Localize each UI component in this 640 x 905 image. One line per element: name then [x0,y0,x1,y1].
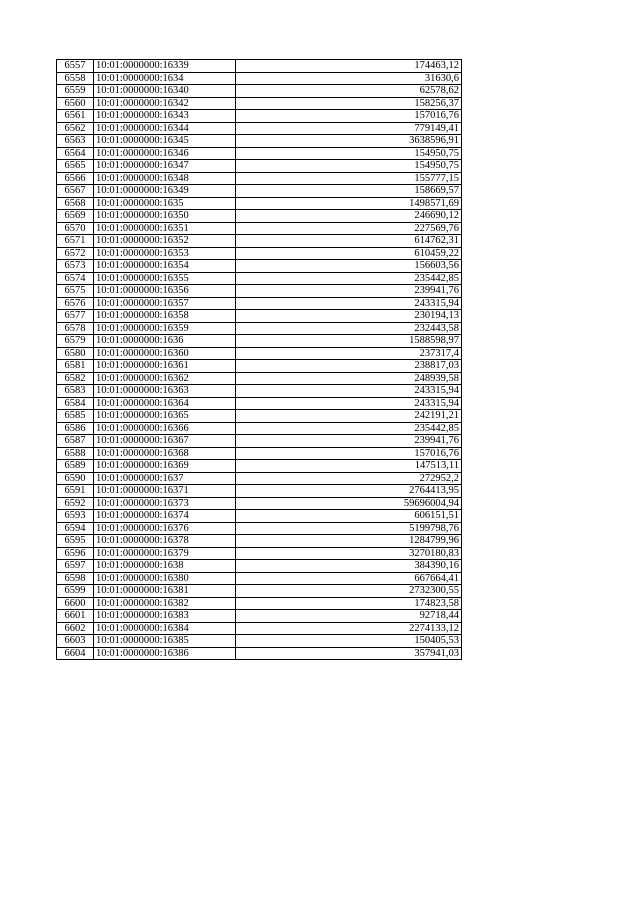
value-cell: 243315,94 [236,397,462,410]
cadastral-number-cell: 10:01:0000000:16351 [94,222,236,235]
cadastral-number-cell: 10:01:0000000:16342 [94,97,236,110]
cadastral-number-cell: 10:01:0000000:16357 [94,297,236,310]
row-number-cell: 6562 [57,122,94,135]
table-row [57,510,462,523]
value-cell: 62578,62 [236,85,462,98]
row-number-cell: 6565 [57,160,94,173]
cadastral-number-cell: 10:01:0000000:16362 [94,372,236,385]
table-row [57,347,462,360]
value-cell: 1498571,69 [236,197,462,210]
row-number-cell: 6599 [57,585,94,598]
row-number-cell: 6586 [57,422,94,435]
table-row [57,322,462,335]
row-number-cell: 6557 [57,60,94,73]
table-row [57,122,462,135]
cadastral-number-cell: 10:01:0000000:16364 [94,397,236,410]
registry-table [56,59,462,660]
value-cell: 606151,51 [236,510,462,523]
value-cell: 232443,58 [236,322,462,335]
cadastral-number-cell: 10:01:0000000:16363 [94,385,236,398]
table-row [57,422,462,435]
table-row [57,635,462,648]
table-row [57,185,462,198]
table-row [57,585,462,598]
table-row [57,610,462,623]
cadastral-number-cell: 10:01:0000000:16374 [94,510,236,523]
table-row [57,85,462,98]
value-cell: 779149,41 [236,122,462,135]
row-number-cell: 6600 [57,597,94,610]
row-number-cell: 6574 [57,272,94,285]
table-row [57,97,462,110]
table-row [57,522,462,535]
row-number-cell: 6577 [57,310,94,323]
value-cell: 243315,94 [236,297,462,310]
row-number-cell: 6594 [57,522,94,535]
value-cell: 59696004,94 [236,497,462,510]
table-row [57,447,462,460]
cadastral-number-cell: 10:01:0000000:16379 [94,547,236,560]
cadastral-number-cell: 10:01:0000000:16373 [94,497,236,510]
table-row [57,222,462,235]
table-row [57,535,462,548]
row-number-cell: 6602 [57,622,94,635]
table-row [57,160,462,173]
value-cell: 92718,44 [236,610,462,623]
cadastral-number-cell: 10:01:0000000:16356 [94,285,236,298]
cadastral-number-cell: 10:01:0000000:16340 [94,85,236,98]
table-row [57,172,462,185]
value-cell: 154950,75 [236,147,462,160]
row-number-cell: 6559 [57,85,94,98]
cadastral-number-cell: 10:01:0000000:16349 [94,185,236,198]
table-row [57,497,462,510]
cadastral-number-cell: 10:01:0000000:16384 [94,622,236,635]
row-number-cell: 6588 [57,447,94,460]
row-number-cell: 6581 [57,360,94,373]
row-number-cell: 6584 [57,397,94,410]
value-cell: 239941,76 [236,285,462,298]
cadastral-number-cell: 10:01:0000000:16358 [94,310,236,323]
table-row [57,472,462,485]
value-cell: 158669,57 [236,185,462,198]
value-cell: 2764413,95 [236,485,462,498]
cadastral-number-cell: 10:01:0000000:16344 [94,122,236,135]
table-row [57,597,462,610]
row-number-cell: 6590 [57,472,94,485]
row-number-cell: 6603 [57,635,94,648]
cadastral-number-cell: 10:01:0000000:1636 [94,335,236,348]
value-cell: 1588598,97 [236,335,462,348]
value-cell: 158256,37 [236,97,462,110]
table-row [57,360,462,373]
table-row [57,397,462,410]
cadastral-number-cell: 10:01:0000000:16367 [94,435,236,448]
value-cell: 237317,4 [236,347,462,360]
value-cell: 243315,94 [236,385,462,398]
cadastral-number-cell: 10:01:0000000:16347 [94,160,236,173]
table-row [57,372,462,385]
table-row [57,385,462,398]
value-cell: 357941,03 [236,647,462,660]
value-cell: 1284799,96 [236,535,462,548]
cadastral-number-cell: 10:01:0000000:16385 [94,635,236,648]
cadastral-number-cell: 10:01:0000000:16366 [94,422,236,435]
value-cell: 610459,22 [236,247,462,260]
cadastral-number-cell: 10:01:0000000:16368 [94,447,236,460]
value-cell: 227569,76 [236,222,462,235]
cadastral-number-cell: 10:01:0000000:16376 [94,522,236,535]
cadastral-number-cell: 10:01:0000000:1638 [94,560,236,573]
cadastral-number-cell: 10:01:0000000:16381 [94,585,236,598]
cadastral-number-cell: 10:01:0000000:16354 [94,260,236,273]
row-number-cell: 6568 [57,197,94,210]
table-row [57,622,462,635]
table-row [57,460,462,473]
cadastral-number-cell: 10:01:0000000:16355 [94,272,236,285]
row-number-cell: 6578 [57,322,94,335]
value-cell: 238817,03 [236,360,462,373]
row-number-cell: 6558 [57,72,94,85]
row-number-cell: 6580 [57,347,94,360]
row-number-cell: 6570 [57,222,94,235]
row-number-cell: 6573 [57,260,94,273]
row-number-cell: 6593 [57,510,94,523]
value-cell: 3638596,91 [236,135,462,148]
cadastral-number-cell: 10:01:0000000:16346 [94,147,236,160]
table-row [57,547,462,560]
table-row [57,247,462,260]
value-cell: 235442,85 [236,422,462,435]
table-row [57,560,462,573]
row-number-cell: 6598 [57,572,94,585]
row-number-cell: 6583 [57,385,94,398]
row-number-cell: 6596 [57,547,94,560]
value-cell: 174463,12 [236,60,462,73]
table-row [57,572,462,585]
table-row [57,310,462,323]
row-number-cell: 6582 [57,372,94,385]
value-cell: 2274133,12 [236,622,462,635]
cadastral-number-cell: 10:01:0000000:16348 [94,172,236,185]
cadastral-number-cell: 10:01:0000000:16380 [94,572,236,585]
table-row [57,210,462,223]
cadastral-number-cell: 10:01:0000000:16352 [94,235,236,248]
row-number-cell: 6592 [57,497,94,510]
value-cell: 384390,16 [236,560,462,573]
row-number-cell: 6571 [57,235,94,248]
value-cell: 230194,13 [236,310,462,323]
row-number-cell: 6591 [57,485,94,498]
cadastral-number-cell: 10:01:0000000:1635 [94,197,236,210]
cadastral-number-cell: 10:01:0000000:16378 [94,535,236,548]
value-cell: 614762,31 [236,235,462,248]
value-cell: 248939,58 [236,372,462,385]
row-number-cell: 6604 [57,647,94,660]
table-row [57,435,462,448]
cadastral-number-cell: 10:01:0000000:1634 [94,72,236,85]
table-row [57,285,462,298]
value-cell: 3270180,83 [236,547,462,560]
table-row [57,260,462,273]
row-number-cell: 6595 [57,535,94,548]
table-row [57,235,462,248]
row-number-cell: 6597 [57,560,94,573]
row-number-cell: 6567 [57,185,94,198]
row-number-cell: 6589 [57,460,94,473]
row-number-cell: 6560 [57,97,94,110]
value-cell: 154950,75 [236,160,462,173]
cadastral-number-cell: 10:01:0000000:16339 [94,60,236,73]
row-number-cell: 6572 [57,247,94,260]
cadastral-number-cell: 10:01:0000000:16386 [94,647,236,660]
value-cell: 242191,21 [236,410,462,423]
value-cell: 31630,6 [236,72,462,85]
cadastral-number-cell: 10:01:0000000:16361 [94,360,236,373]
row-number-cell: 6579 [57,335,94,348]
row-number-cell: 6585 [57,410,94,423]
cadastral-number-cell: 10:01:0000000:16353 [94,247,236,260]
cadastral-number-cell: 10:01:0000000:1637 [94,472,236,485]
cadastral-number-cell: 10:01:0000000:16365 [94,410,236,423]
row-number-cell: 6569 [57,210,94,223]
value-cell: 155777,15 [236,172,462,185]
table-row [57,72,462,85]
value-cell: 246690,12 [236,210,462,223]
value-cell: 157016,76 [236,110,462,123]
cadastral-number-cell: 10:01:0000000:16360 [94,347,236,360]
row-number-cell: 6564 [57,147,94,160]
table-row [57,335,462,348]
value-cell: 2732300,55 [236,585,462,598]
row-number-cell: 6601 [57,610,94,623]
table-row [57,485,462,498]
value-cell: 5199798,76 [236,522,462,535]
table-row [57,272,462,285]
value-cell: 150405,53 [236,635,462,648]
cadastral-number-cell: 10:01:0000000:16371 [94,485,236,498]
row-number-cell: 6575 [57,285,94,298]
table-row [57,147,462,160]
table-row [57,110,462,123]
table-row [57,135,462,148]
row-number-cell: 6566 [57,172,94,185]
row-number-cell: 6561 [57,110,94,123]
registry-table-body [57,60,462,660]
value-cell: 239941,76 [236,435,462,448]
cadastral-number-cell: 10:01:0000000:16345 [94,135,236,148]
cadastral-number-cell: 10:01:0000000:16369 [94,460,236,473]
row-number-cell: 6563 [57,135,94,148]
row-number-cell: 6587 [57,435,94,448]
table-row [57,410,462,423]
table-row [57,297,462,310]
value-cell: 157016,76 [236,447,462,460]
table-row [57,197,462,210]
row-number-cell: 6576 [57,297,94,310]
cadastral-number-cell: 10:01:0000000:16383 [94,610,236,623]
value-cell: 174823,58 [236,597,462,610]
value-cell: 156603,56 [236,260,462,273]
cadastral-number-cell: 10:01:0000000:16343 [94,110,236,123]
value-cell: 235442,85 [236,272,462,285]
value-cell: 667664,41 [236,572,462,585]
table-row [57,647,462,660]
value-cell: 272952,2 [236,472,462,485]
cadastral-number-cell: 10:01:0000000:16382 [94,597,236,610]
cadastral-number-cell: 10:01:0000000:16350 [94,210,236,223]
table-row [57,60,462,73]
value-cell: 147513,11 [236,460,462,473]
cadastral-number-cell: 10:01:0000000:16359 [94,322,236,335]
